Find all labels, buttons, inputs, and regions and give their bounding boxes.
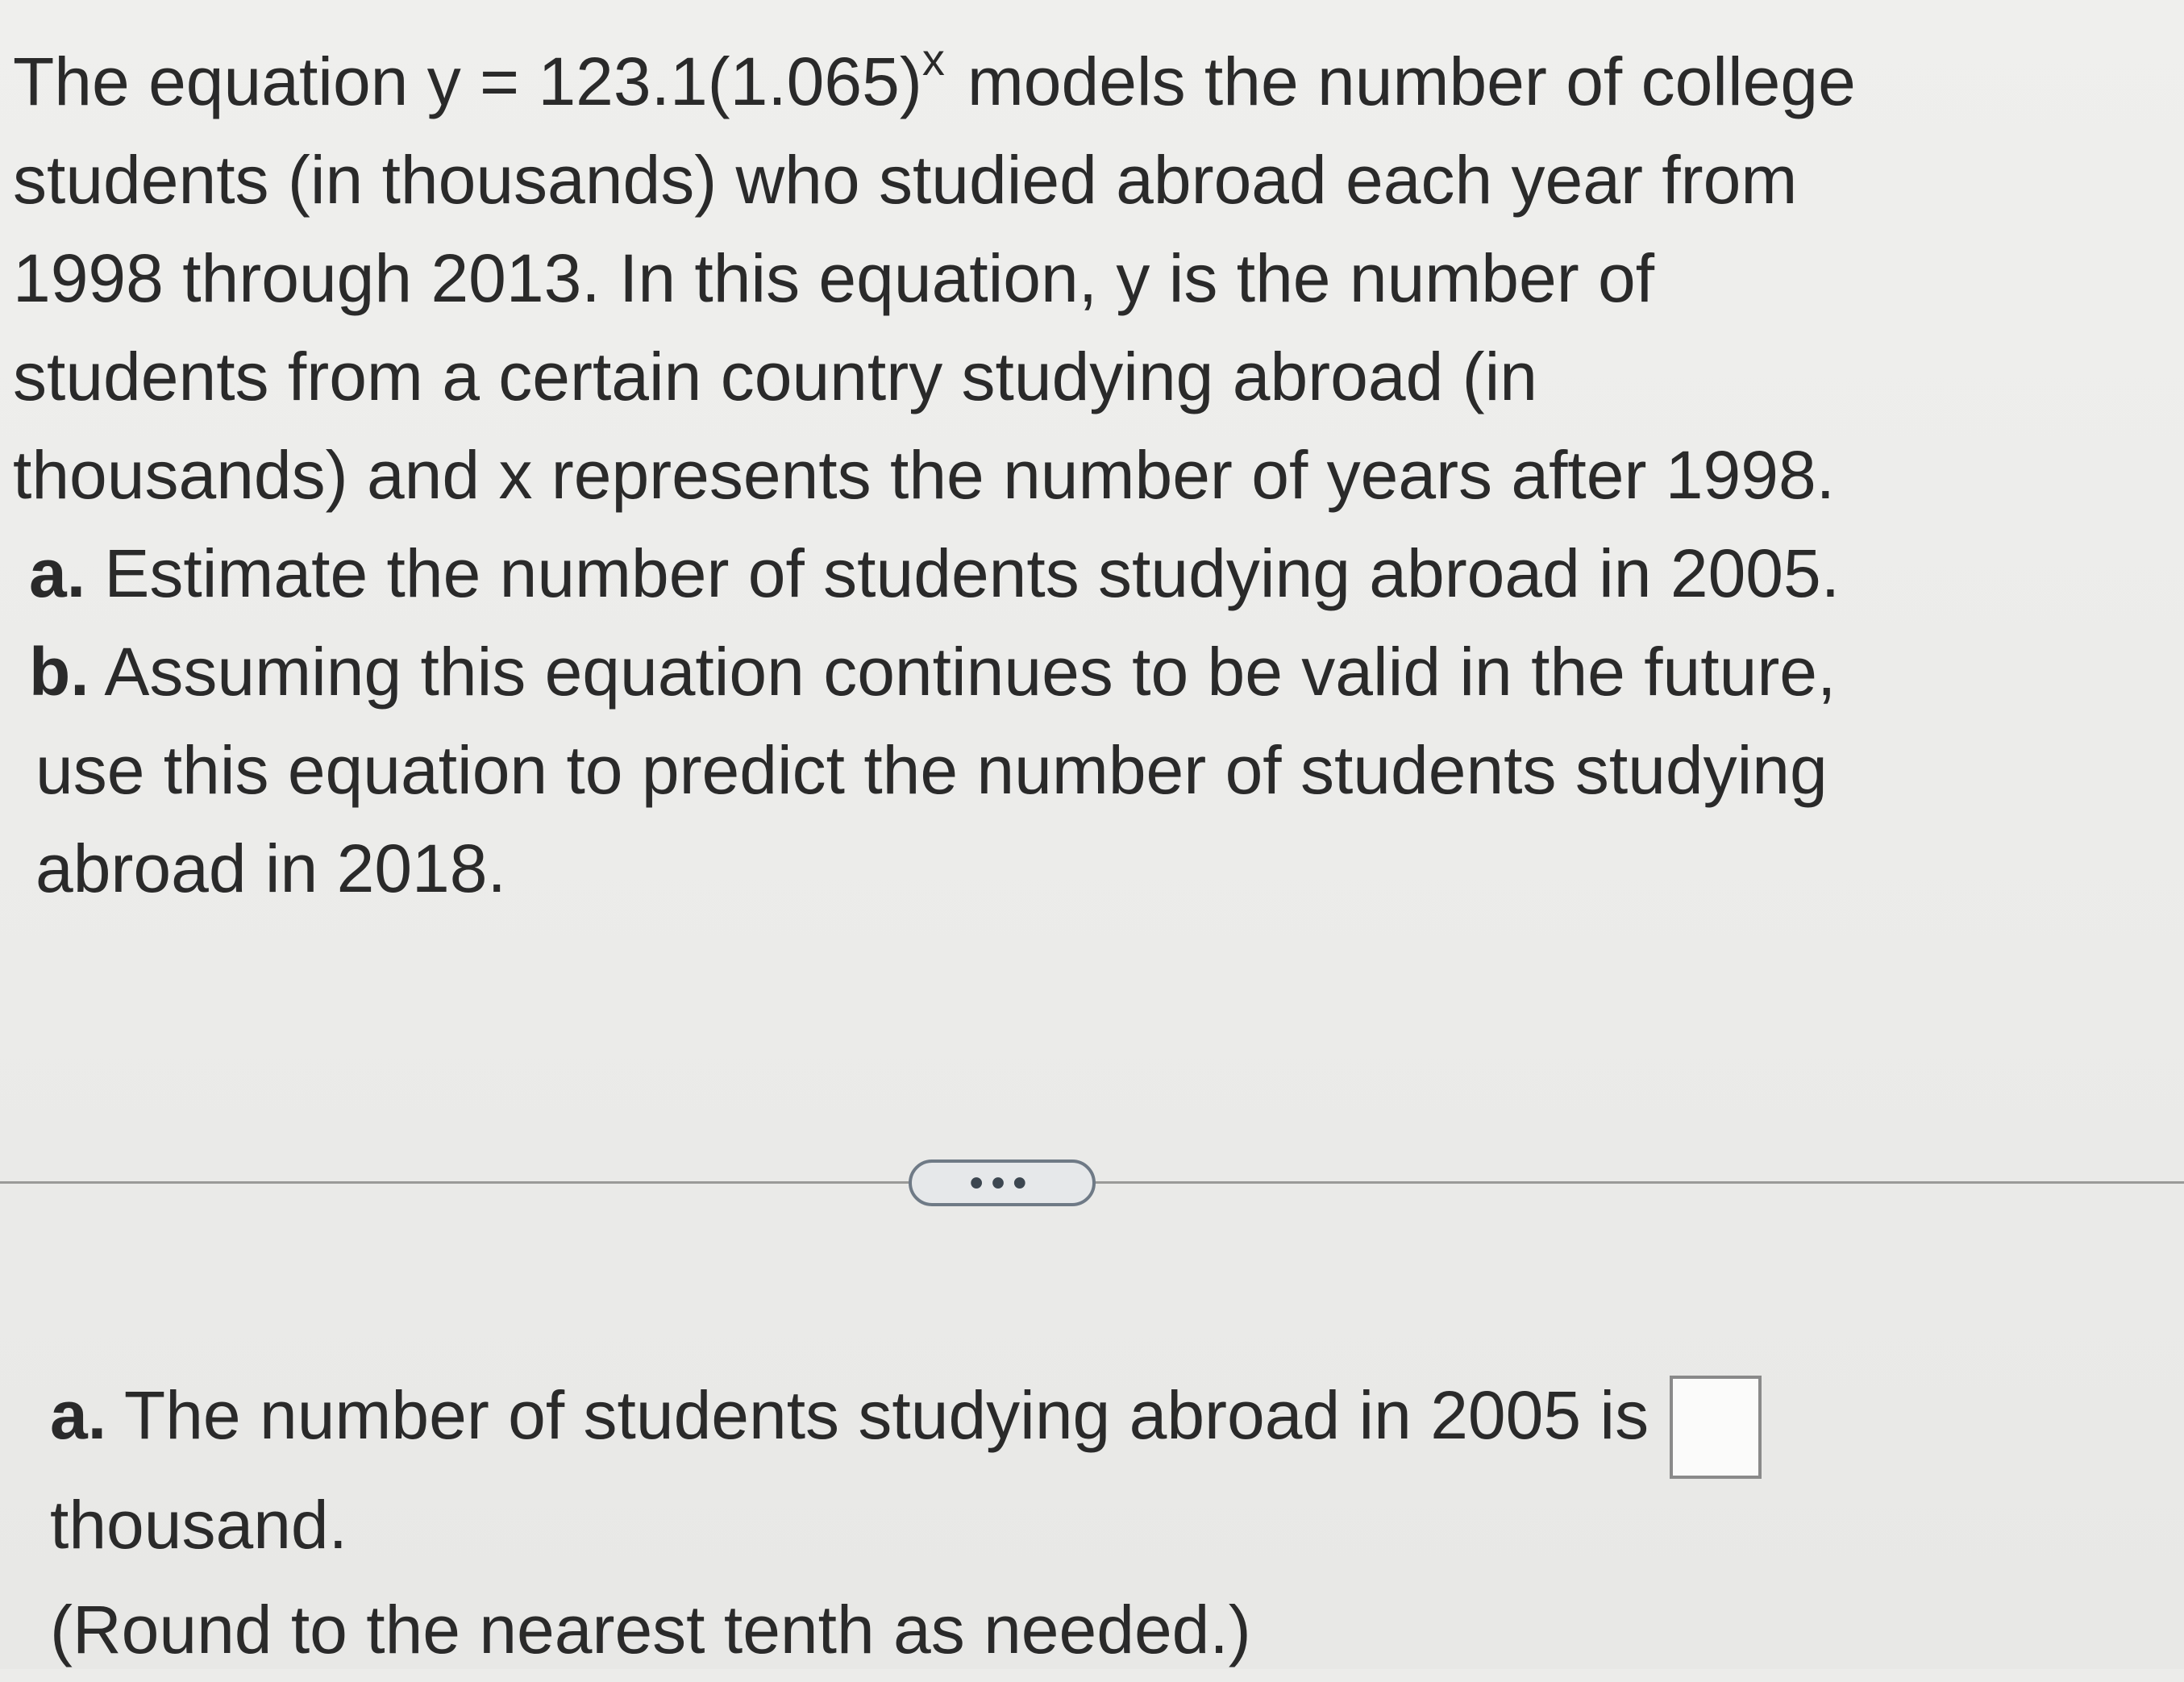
question-line-4: students from a certain country studying abroad (in [13, 339, 1537, 414]
equation-exponent: x [921, 34, 945, 85]
question-line-3: 1998 through 2013. In this equation, y is the number of [13, 240, 1655, 316]
more-options-button[interactable]: ••• [909, 1159, 1096, 1206]
answer-line-1 [50, 1363, 2146, 1472]
answer-section [50, 1363, 2146, 1682]
question-text [13, 32, 2157, 918]
part-a-label: a. [29, 535, 86, 611]
answer-input-box[interactable] [1670, 1376, 1762, 1479]
question-line-1 [13, 32, 2157, 131]
answer-a-label: a. [50, 1377, 107, 1453]
answer-unit-text: thousand. [50, 1486, 347, 1563]
answer-prompt-text: The number of students studying abroad in 2005 is [123, 1377, 1649, 1453]
equation-text: The equation y = 123.1(1.065) [13, 44, 922, 119]
question-line-1-rest: models the number of college [967, 44, 1856, 119]
part-b-label: b. [29, 634, 89, 710]
part-b-prompt [13, 622, 2157, 721]
part-a-text: Estimate the number of students studying abroad in 2005. [104, 535, 1841, 611]
question-line-2: students (in thousands) who studied abroad each year from [13, 142, 1798, 218]
part-b-line-2: use this equation to predict the number of students studying [35, 732, 1828, 808]
question-line-5: thousands) and x represents the number of years after 1998. [13, 437, 1836, 513]
rounding-hint: (Round to the nearest tenth as needed.) [50, 1591, 1251, 1667]
part-b-line-3: abroad in 2018. [35, 831, 506, 906]
part-a-prompt [13, 524, 2157, 622]
part-b-text: Assuming this equation continues to be valid in the future, [104, 634, 1837, 710]
